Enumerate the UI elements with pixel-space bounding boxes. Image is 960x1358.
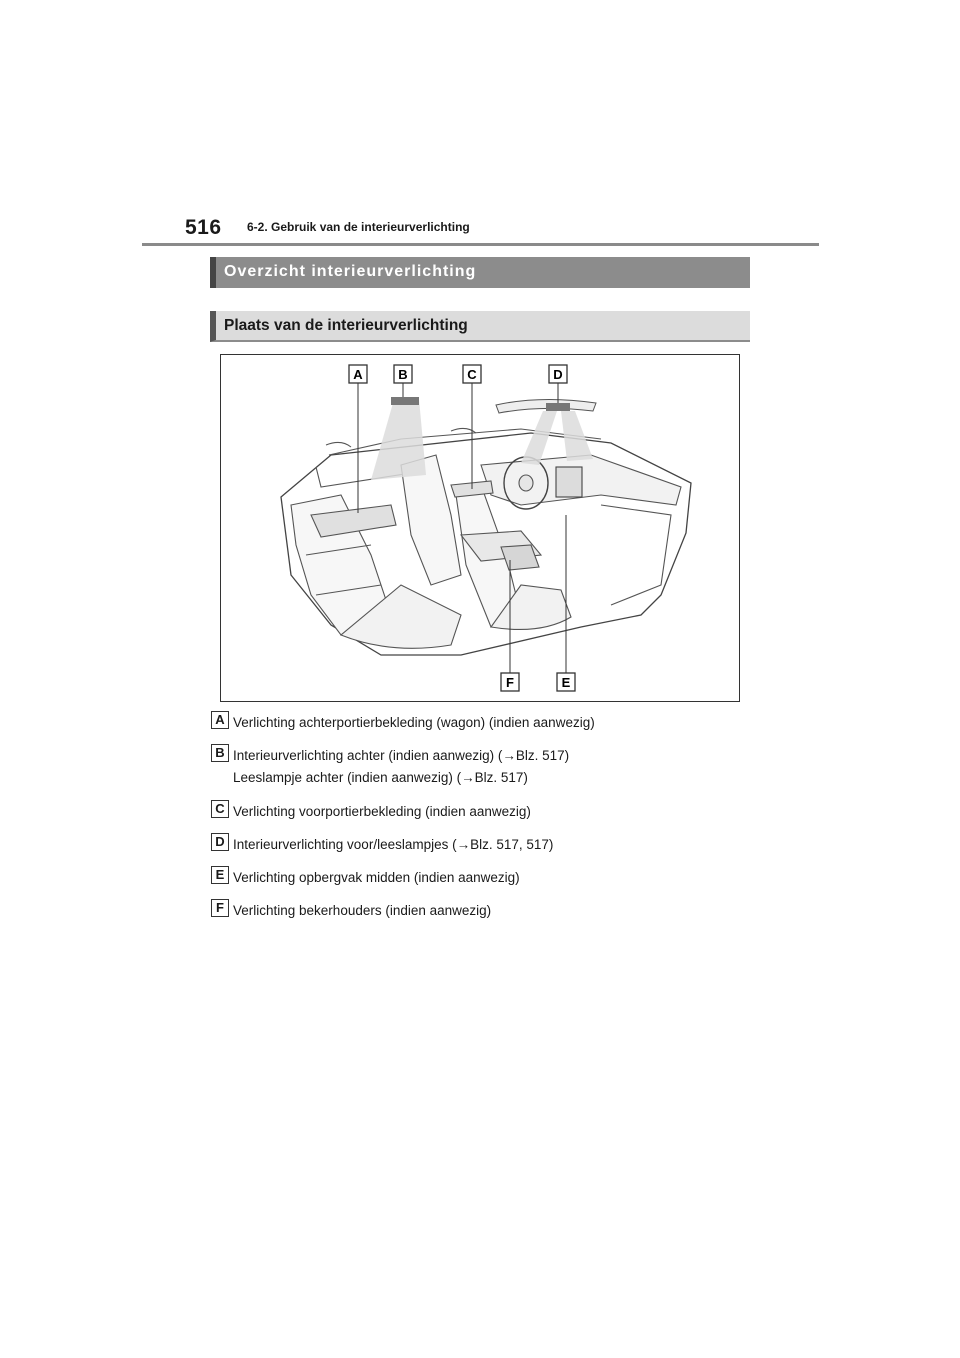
legend-text: Verlichting opbergvak midden (indien aanwezig) [233,870,520,885]
callout-e: E [561,675,571,690]
rear-light-cone [371,399,426,480]
legend-key-badge: D [211,833,229,851]
car-interior-drawing [221,355,741,703]
callout-d: D [553,367,563,382]
legend-key-badge: A [211,711,229,729]
legend-key-badge: F [211,899,229,917]
callout-b: B [398,367,408,382]
chapter-header: 6-2. Gebruik van de interieurverlichting [247,220,470,234]
page-number: 516 [185,216,222,239]
legend-item-f [211,899,751,920]
interior-lighting-illustration [220,354,740,702]
subsection-title: Plaats van de interieurverlichting [210,311,750,342]
legend-key-badge: E [211,866,229,884]
legend-key-badge: B [211,744,229,762]
legend-item-e [211,866,751,887]
legend-text: Verlichting bekerhouders (indien aanwezig) [233,903,492,918]
legend-list [211,711,751,932]
legend-text: Verlichting achterportierbekleding (wagon) (indien aanwezig) [233,715,595,730]
callout-c: C [467,367,477,382]
section-title: Overzicht interieurverlichting [210,257,750,288]
front-map-lamp [546,403,570,411]
legend-item-d [211,833,751,854]
callout-f: F [506,675,514,690]
legend-key-badge: C [211,800,229,818]
legend-text: Interieurverlichting voor/leeslampjes (→Blz. 517, 517) [233,837,554,852]
legend-item-a [211,711,751,732]
legend-item-b [211,744,751,788]
callout-a: A [353,367,363,382]
legend-text: Interieurverlichting achter (indien aanwezig) (→Blz. 517) [233,748,570,763]
header-divider [142,243,819,246]
legend-text: Verlichting voorportierbekleding (indien aanwezig) [233,804,531,819]
legend-item-c [211,800,751,821]
legend-text: Leeslampje achter (indien aanwezig) (→Blz. 517) [233,770,528,785]
rear-dome-light [391,397,419,405]
